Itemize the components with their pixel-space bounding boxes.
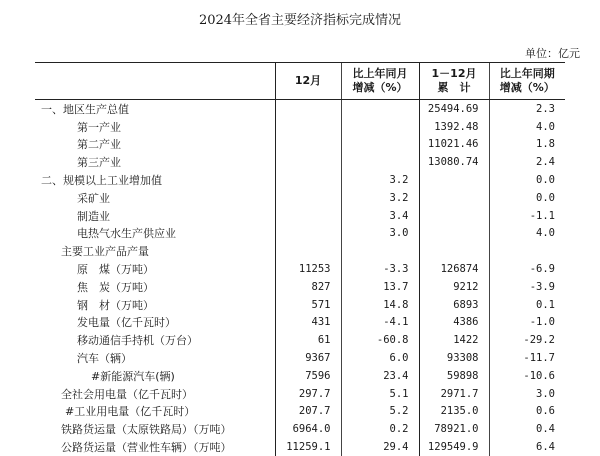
cell-cumulative: 4386 xyxy=(419,314,489,332)
indicator-table xyxy=(35,62,565,456)
cell-month-change: 3.2 xyxy=(341,189,419,207)
cell-cumulative xyxy=(419,171,489,189)
cell-month-change xyxy=(341,153,419,171)
row-label: 钢 材（万吨） xyxy=(77,298,154,312)
cell-month: 827 xyxy=(275,278,341,296)
cell-month xyxy=(275,100,341,118)
cell-month-change xyxy=(341,118,419,136)
cell-month: 571 xyxy=(275,296,341,314)
table-row xyxy=(35,171,565,189)
cell-cumulative-change: 0.4 xyxy=(489,420,565,438)
cell-month-change: 29.4 xyxy=(341,438,419,456)
header-month-change-line1: 比上年同月 xyxy=(352,67,408,80)
cell-cumulative xyxy=(419,225,489,243)
table-row xyxy=(35,153,565,171)
row-label: 发电量（亿千瓦时） xyxy=(77,316,176,330)
cell-month xyxy=(275,171,341,189)
row-label: 二、规模以上工业增加值 xyxy=(41,174,162,188)
header-cumulative-change-line2: 增减（%） xyxy=(499,81,555,94)
cell-cumulative: 59898 xyxy=(419,367,489,385)
cell-cumulative-change: 0.6 xyxy=(489,403,565,421)
cell-cumulative-change: -3.9 xyxy=(489,278,565,296)
cell-month xyxy=(275,118,341,136)
cell-cumulative: 2971.7 xyxy=(419,385,489,403)
cell-month xyxy=(275,207,341,225)
row-label: 移动通信手持机（万台） xyxy=(77,334,198,348)
header-month: 12月 xyxy=(275,63,341,100)
row-label: 制造业 xyxy=(77,209,110,223)
row-label: 原 煤（万吨） xyxy=(77,263,154,277)
cell-cumulative-change: -1.1 xyxy=(489,207,565,225)
header-cumulative-change-line1: 比上年同期 xyxy=(499,67,555,80)
header-month-change-line2: 增减（%） xyxy=(352,81,408,94)
cell-cumulative-change: 0.1 xyxy=(489,296,565,314)
cell-cumulative-change: 2.3 xyxy=(489,100,565,118)
cell-cumulative: 6893 xyxy=(419,296,489,314)
row-label: 一、地区生产总值 xyxy=(41,102,129,116)
cell-month: 7596 xyxy=(275,367,341,385)
cell-cumulative: 13080.74 xyxy=(419,153,489,171)
row-label: 采矿业 xyxy=(77,191,110,205)
header-month-change xyxy=(341,63,419,100)
cell-cumulative: 9212 xyxy=(419,278,489,296)
cell-month-change: 5.2 xyxy=(341,403,419,421)
cell-month: 207.7 xyxy=(275,403,341,421)
table-row xyxy=(35,242,565,260)
header-cumulative-change xyxy=(489,63,565,100)
cell-cumulative: 78921.0 xyxy=(419,420,489,438)
table-row xyxy=(35,367,565,385)
row-label: 铁路货运量（太原铁路局）（万吨） xyxy=(61,423,232,437)
unit-label: 单位：亿元 xyxy=(525,47,580,60)
cell-month-change xyxy=(341,242,419,260)
table-row xyxy=(35,314,565,332)
cell-month: 297.7 xyxy=(275,385,341,403)
table-row xyxy=(35,207,565,225)
cell-cumulative-change: 6.4 xyxy=(489,438,565,456)
table-row xyxy=(35,385,565,403)
cell-cumulative-change: -1.0 xyxy=(489,314,565,332)
header-cumulative xyxy=(419,63,489,100)
row-label: #新能源汽车(辆) xyxy=(91,369,175,383)
header-indicator xyxy=(35,63,275,100)
cell-month: 6964.0 xyxy=(275,420,341,438)
row-label: 主要工业产品产量 xyxy=(61,245,149,259)
cell-month-change: 6.0 xyxy=(341,349,419,367)
cell-cumulative xyxy=(419,189,489,207)
cell-cumulative: 1422 xyxy=(419,331,489,349)
table-row xyxy=(35,403,565,421)
cell-month-change: -4.1 xyxy=(341,314,419,332)
cell-month: 431 xyxy=(275,314,341,332)
row-label: 第二产业 xyxy=(77,138,121,152)
table-row xyxy=(35,331,565,349)
cell-month-change: 23.4 xyxy=(341,367,419,385)
cell-month xyxy=(275,153,341,171)
cell-cumulative-change: -10.6 xyxy=(489,367,565,385)
cell-month-change: 13.7 xyxy=(341,278,419,296)
cell-cumulative-change: -29.2 xyxy=(489,331,565,349)
cell-cumulative-change: 1.8 xyxy=(489,136,565,154)
cell-cumulative-change: -11.7 xyxy=(489,349,565,367)
cell-cumulative-change: 4.0 xyxy=(489,118,565,136)
cell-month-change: 14.8 xyxy=(341,296,419,314)
cell-month xyxy=(275,242,341,260)
row-label: 第三产业 xyxy=(77,156,121,170)
row-label: 全社会用电量（亿千瓦时） xyxy=(61,387,193,401)
cell-month-change: 3.0 xyxy=(341,225,419,243)
row-label: 电热气水生产供应业 xyxy=(77,227,176,241)
cell-cumulative: 126874 xyxy=(419,260,489,278)
table-row xyxy=(35,189,565,207)
cell-month-change: 0.2 xyxy=(341,420,419,438)
cell-cumulative-change xyxy=(489,242,565,260)
header-cumulative-line1: 1－12月 xyxy=(431,67,477,80)
cell-cumulative: 25494.69 xyxy=(419,100,489,118)
cell-cumulative-change: -6.9 xyxy=(489,260,565,278)
row-label: 焦 炭（万吨） xyxy=(77,280,154,294)
table-row xyxy=(35,278,565,296)
cell-cumulative-change: 4.0 xyxy=(489,225,565,243)
cell-cumulative: 1392.48 xyxy=(419,118,489,136)
header-cumulative-line2: 累 计 xyxy=(437,81,471,94)
table-row xyxy=(35,118,565,136)
cell-month-change xyxy=(341,100,419,118)
cell-cumulative xyxy=(419,242,489,260)
row-label: 公路货运量（营业性车辆）（万吨） xyxy=(61,441,232,455)
table-row xyxy=(35,438,565,456)
row-label: #工业用电量（亿千瓦时） xyxy=(65,405,196,419)
cell-month-change: -60.8 xyxy=(341,331,419,349)
cell-cumulative-change: 0.0 xyxy=(489,189,565,207)
cell-cumulative-change: 3.0 xyxy=(489,385,565,403)
cell-month: 61 xyxy=(275,331,341,349)
row-label: 第一产业 xyxy=(77,120,121,134)
cell-month-change: 3.4 xyxy=(341,207,419,225)
cell-cumulative xyxy=(419,207,489,225)
table-row xyxy=(35,225,565,243)
table-row xyxy=(35,136,565,154)
cell-month-change: -3.3 xyxy=(341,260,419,278)
cell-month xyxy=(275,136,341,154)
cell-month: 11259.1 xyxy=(275,438,341,456)
row-label: 汽车（辆） xyxy=(77,352,132,366)
cell-cumulative: 11021.46 xyxy=(419,136,489,154)
cell-month: 9367 xyxy=(275,349,341,367)
cell-month xyxy=(275,189,341,207)
cell-month-change: 3.2 xyxy=(341,171,419,189)
cell-cumulative: 2135.0 xyxy=(419,403,489,421)
page-title: 2024年全省主要经济指标完成情况 xyxy=(198,13,402,28)
cell-cumulative: 129549.9 xyxy=(419,438,489,456)
cell-month: 11253 xyxy=(275,260,341,278)
table-row xyxy=(35,420,565,438)
cell-month xyxy=(275,225,341,243)
table-row xyxy=(35,349,565,367)
header-row xyxy=(35,63,565,100)
table-row xyxy=(35,100,565,118)
cell-month-change xyxy=(341,136,419,154)
table-row xyxy=(35,296,565,314)
table-row xyxy=(35,260,565,278)
cell-cumulative-change: 2.4 xyxy=(489,153,565,171)
cell-cumulative-change: 0.0 xyxy=(489,171,565,189)
cell-month-change: 5.1 xyxy=(341,385,419,403)
cell-cumulative: 93308 xyxy=(419,349,489,367)
